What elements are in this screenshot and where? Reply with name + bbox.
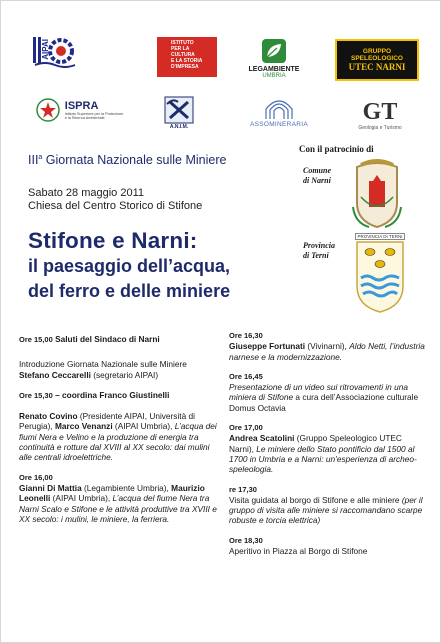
ispra-logo [29,93,129,127]
gruppo-speleologico-logo [335,39,419,81]
program-time: Ore 17,00 [229,423,263,433]
talk-title: Aldo Netti, l’industria narnese e la modernizzazione. [229,341,425,362]
pickaxe-icon [164,96,194,124]
assomineraria-name: ASSOMINERARIA [249,120,309,128]
speaker-name: Gianni Di Mattia [19,482,82,493]
program-time: Ore 16,00 [19,472,53,482]
gruppo-line-2: SPELEOLOGICO [350,54,403,62]
anim-logo [159,93,199,133]
anim-name: A.N.I.M. [169,124,189,130]
ispra-sub-1: Istituto Superiore per la Protezione [64,111,124,116]
gt-name: GT [362,99,398,125]
giornata-heading [28,153,226,167]
program-text: (segretario AIPAI) [90,369,159,380]
program-item [19,334,219,345]
comune-line-1: Comune [303,166,332,175]
gruppo-line-1: GRUPPO [362,47,392,55]
ispra-sub-2: e la Ricerca Ambientale [64,116,105,120]
gear-icon [31,33,79,71]
legambiente-region: UMBRIA [262,72,286,79]
talk-title: L’acqua del fiume Nera tra Narni Scalo e Stifone e le attività produttive tra XVIII e XX secolo: i mulini, le miniere, la ferriera. [19,493,217,524]
program-left-column [19,334,219,534]
program-text: Introduzione Giornata Nazionale sulle Miniere [19,359,187,370]
giornata-num: III [28,153,39,167]
istituto-line-1: ISTITUTO [171,40,194,46]
program-right-column [229,331,427,566]
gt-logo [349,95,411,135]
narni-coat-of-arms [347,157,407,236]
provincia-line-2: di Terni [303,251,329,260]
program-time: Ore 15,00 [19,335,53,344]
legambiente-logo [243,35,305,81]
program-time: Ore 16,30 [229,331,263,340]
subtitle-line-2: del ferro e delle miniere [28,281,231,301]
gruppo-line-3: UTEC NARNI [348,61,406,72]
program-item [229,331,427,362]
speaker-name: Andrea Scatolini [229,433,295,444]
provincia-line-1: Provincia [303,241,335,250]
provincia-terni-emblem [355,233,405,319]
istituto-line-4: D'IMPRESA [171,64,199,70]
program-item [229,536,427,557]
page-title: Stifone e Narni: [28,228,198,253]
program-time: Ore 15,30 [19,390,53,400]
provincia-label [303,241,335,261]
speaker-name: Marco Venanzi [54,421,113,432]
program-text: (Vivinarni), [305,341,350,352]
comune-label [303,166,331,186]
program-item [19,411,219,462]
emblem-icon [35,97,61,123]
program-time: Ore 16,45 [229,371,263,381]
aipai-text: AIPAI [41,39,50,60]
program-text: – coordina Franco Giustinelli [52,389,170,400]
assomineraria-logo [239,89,319,133]
program-text: a cura dell’Associazione culturale Domus Octavia [229,392,419,413]
subtitle-line-1: il paesaggio dell’acqua, [28,256,231,276]
program-time: Ore 18,30 [229,535,263,545]
speaker-name: Renato Covino [19,411,78,422]
giornata-sup: a [38,153,43,161]
gt-sub: Geologia e Turismo [358,125,402,131]
comune-line-2: di Narni [303,176,331,185]
talk-title: Presentazione di un video sui ritrovamenti in una miniera di Stifone [229,382,408,403]
speaker-name: Stefano Ceccarelli [19,369,91,380]
program-text: (AIPAI Umbria), [112,421,175,432]
program-time: re 17,30 [229,484,257,494]
program-item [229,423,427,474]
istituto-line-3: E LA STORIA [171,58,203,64]
legambiente-name: LEGAMBIENTE [248,65,300,73]
program-text: Visita guidata al borgo di Stifone e alle miniere [229,494,402,505]
program-text: Saluti del Sindaco di Narni [52,334,160,344]
program-item [19,359,219,380]
program-text: (Presidente AIPAI, Università di Perugia), [19,411,195,432]
ispra-name: ISPRA [64,99,99,112]
shield-icon [347,157,407,231]
program-item [19,473,219,524]
leaf-icon [261,38,287,64]
aipai-logo [31,33,79,71]
event-venue: Chiesa del Centro Storico di Stifone [28,200,203,212]
provincia-banner: PROVINCIA DI TERNI [355,233,405,240]
program-text: (Gruppo Speleologico UTEC Narni), [229,433,402,454]
speaker-name: Giuseppe Fortunati [229,341,306,352]
talk-title: L’acqua dei fiumi Nera e Velino e la produzione di energia tra continuità e rotture dal XVIII al XX secolo: dai mulini alle centrali idroelettriche. [19,421,217,463]
event-date: Sabato 28 maggio 2011 [28,187,144,199]
istituto-line-2: PER LA CULTURA [171,46,195,58]
arches-icon [262,95,296,121]
patrocinio-label: Con il patrocinio di [299,144,374,154]
program-text: Aperitivo in Piazza al Borgo di Stifone [229,546,368,557]
istituto-logo [157,37,217,77]
program-item [229,485,427,526]
bees-waves-icon [355,240,405,314]
program-text: (AIPAI Umbria), [50,493,113,504]
program-item [229,372,427,413]
program-text: (Legambiente Umbria), [81,482,172,493]
program-item [19,390,219,401]
speaker-name: Maurizio Leonelli [19,482,205,504]
talk-title: Le miniere dello Stato pontificio dal 1500 al 1700 in Umbria e a Narni: un’esperienza di archeo-speleologia. [229,443,417,475]
giornata-text: Giornata Nazionale sulle Miniere [42,153,227,167]
talk-title: (per il gruppo di visita alle miniere si raccomandano scarpe robuste e torcia elettrica) [229,494,423,526]
